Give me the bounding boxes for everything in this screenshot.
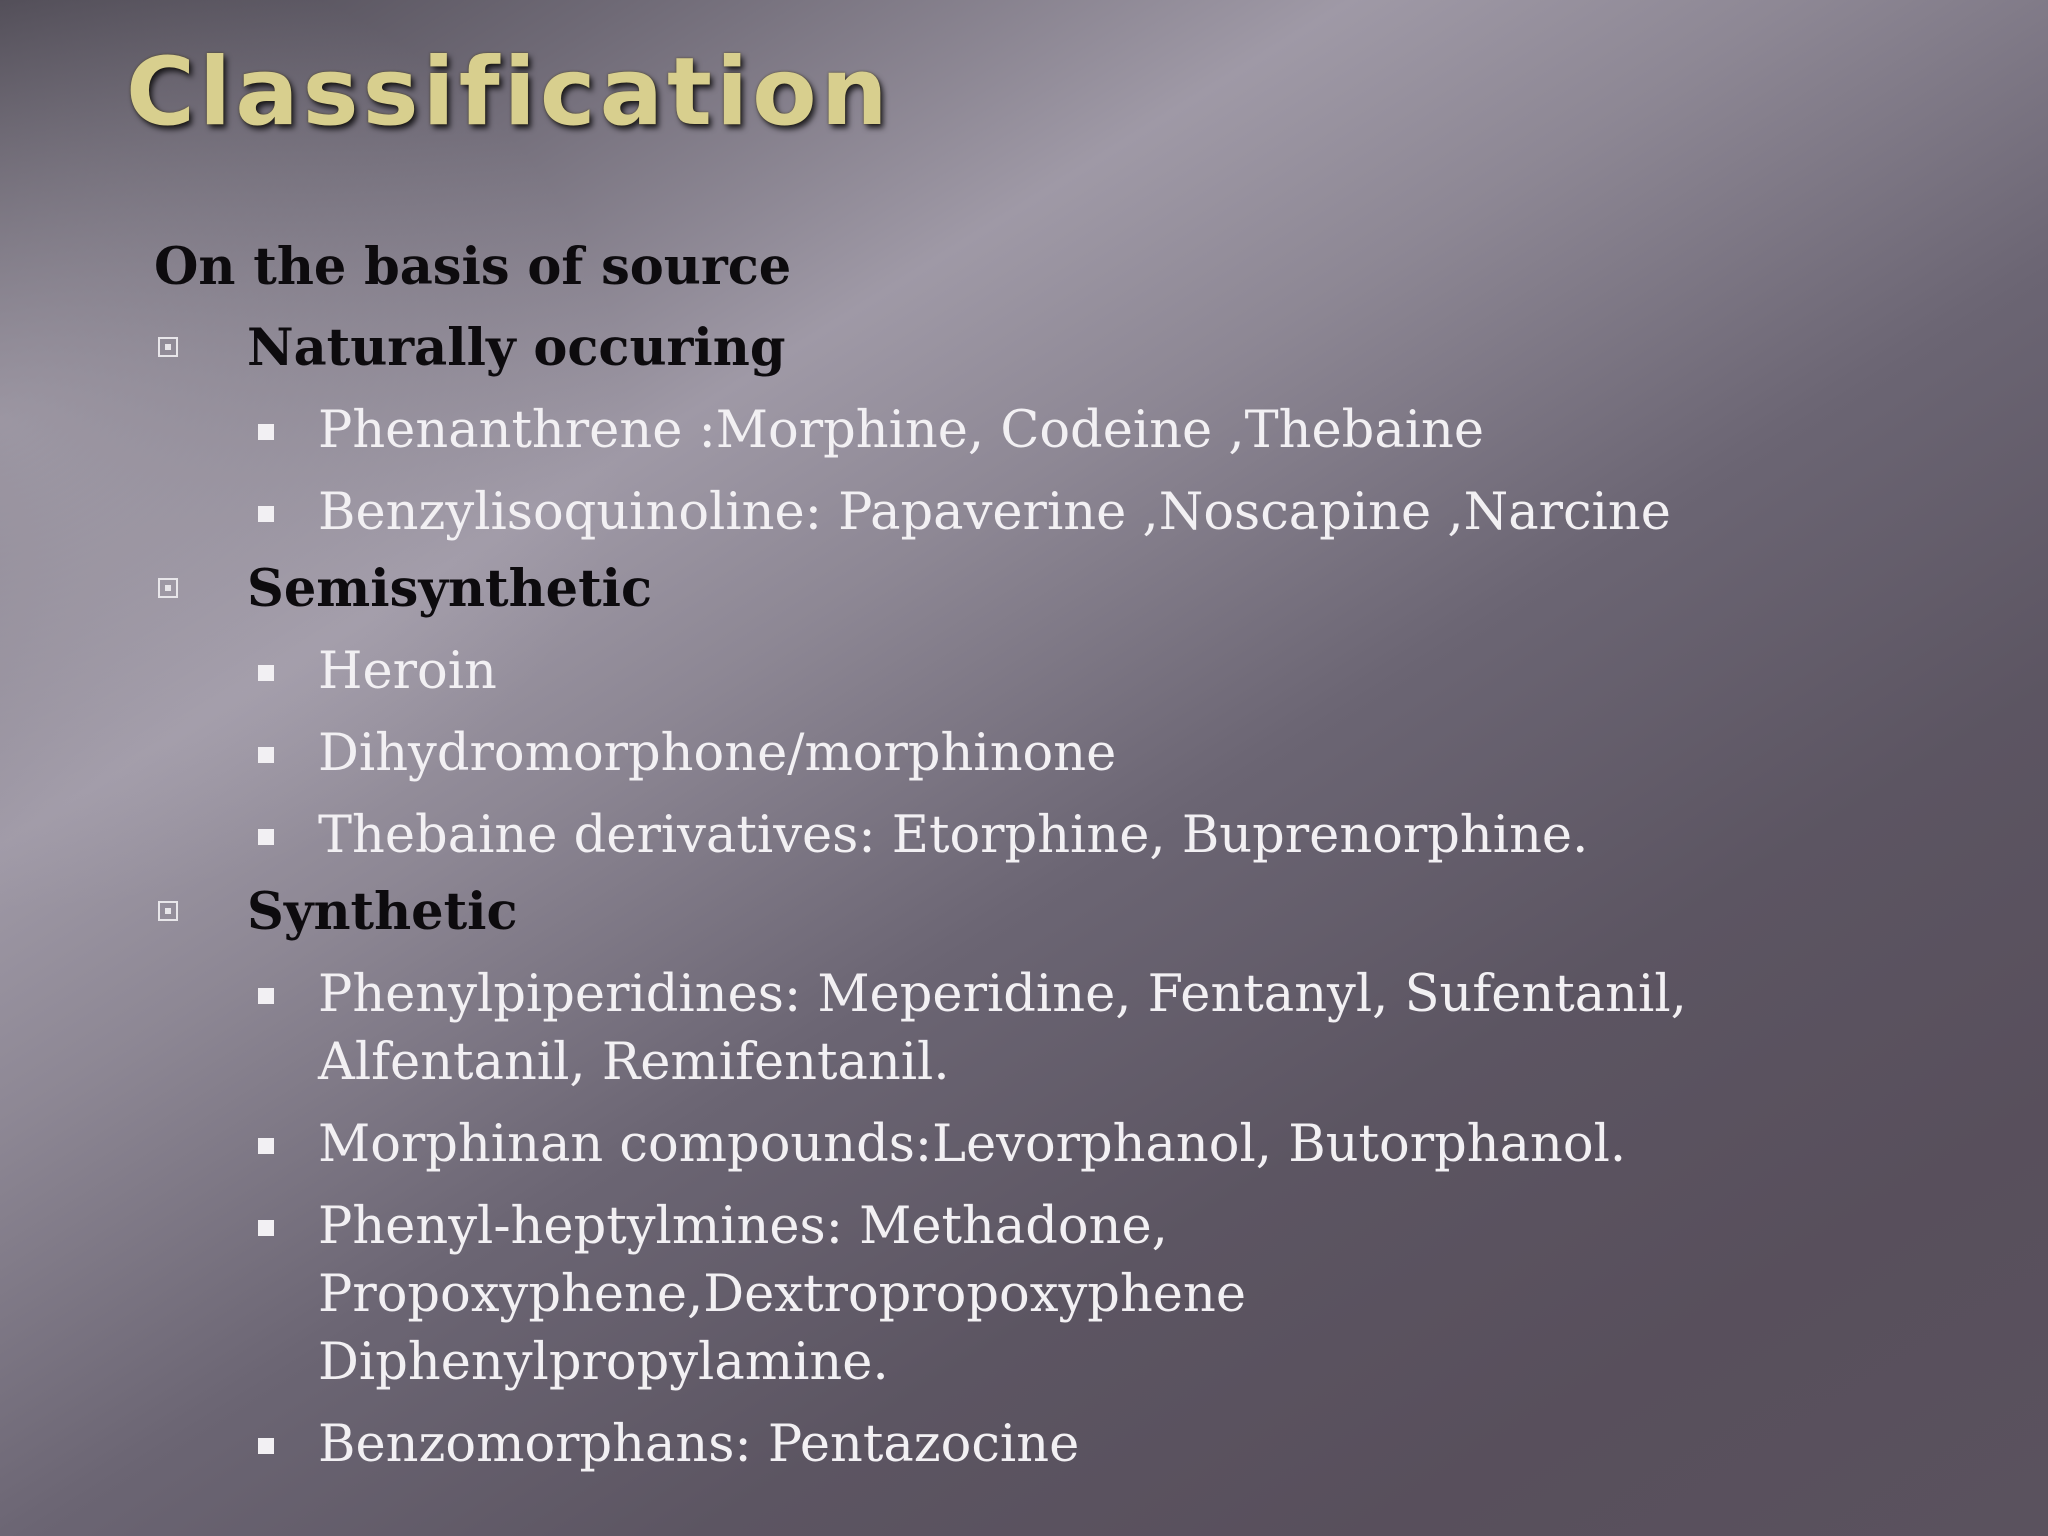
- list-item-text: Phenylpiperidines: Meperidine, Fentanyl, Sufentanil, Alfentanil, Remifentanil.: [318, 965, 1687, 1092]
- section-synthetic: [154, 877, 2014, 1479]
- square-bullet-icon: [258, 988, 274, 1004]
- box-bullet-icon: [158, 901, 178, 921]
- list-item: [154, 961, 1818, 1097]
- list-item-text: Phenanthrene :Morphine, Codeine ,Thebaine: [318, 401, 1485, 460]
- square-bullet-icon: [258, 747, 274, 763]
- list-item: [154, 1193, 1818, 1397]
- square-bullet-icon: [258, 506, 274, 522]
- section-naturally-occuring: [154, 313, 2014, 547]
- box-bullet-icon: [158, 578, 178, 598]
- classification-basis-heading: On the basis of source: [154, 237, 792, 297]
- square-bullet-icon: [258, 1138, 274, 1154]
- square-bullet-icon: [258, 829, 274, 845]
- section-label: [154, 877, 2014, 947]
- list-item: [154, 1111, 2038, 1179]
- square-bullet-icon: [258, 424, 274, 440]
- slide-content: [154, 232, 2014, 1479]
- square-bullet-icon: [258, 1220, 274, 1236]
- square-bullet-icon: [258, 665, 274, 681]
- section-label-text: Naturally occuring: [247, 318, 786, 378]
- section-label-text: Semisynthetic: [247, 559, 653, 619]
- list-item: [154, 802, 2038, 870]
- slide-title: Classification: [126, 38, 892, 147]
- list-item-text: Thebaine derivatives: Etorphine, Buprenorphine.: [318, 806, 1589, 865]
- list-item: [154, 1411, 1818, 1479]
- section-label: [154, 554, 2014, 624]
- square-bullet-icon: [258, 1438, 274, 1454]
- section-label-text: Synthetic: [247, 882, 518, 942]
- list-item-text: Benzylisoquinoline: Papaverine ,Noscapine ,Narcine: [318, 483, 1671, 542]
- list-item: [154, 397, 1818, 465]
- box-bullet-icon: [158, 337, 178, 357]
- list-item: [154, 720, 1818, 788]
- section-semisynthetic: [154, 554, 2014, 870]
- list-item-text: Heroin: [318, 642, 497, 701]
- list-item-text: Phenyl-heptylmines: Methadone, Propoxyphene,Dextropropoxyphene Diphenylpropylamine.: [318, 1197, 1247, 1392]
- list-item: [154, 638, 1818, 706]
- list-item-text: Morphinan compounds:Levorphanol, Butorphanol.: [318, 1115, 1627, 1174]
- list-item-text: Benzomorphans: Pentazocine: [318, 1415, 1080, 1474]
- section-label: [154, 313, 2014, 383]
- list-item: [154, 479, 2038, 547]
- list-item-text: Dihydromorphone/morphinone: [318, 724, 1117, 783]
